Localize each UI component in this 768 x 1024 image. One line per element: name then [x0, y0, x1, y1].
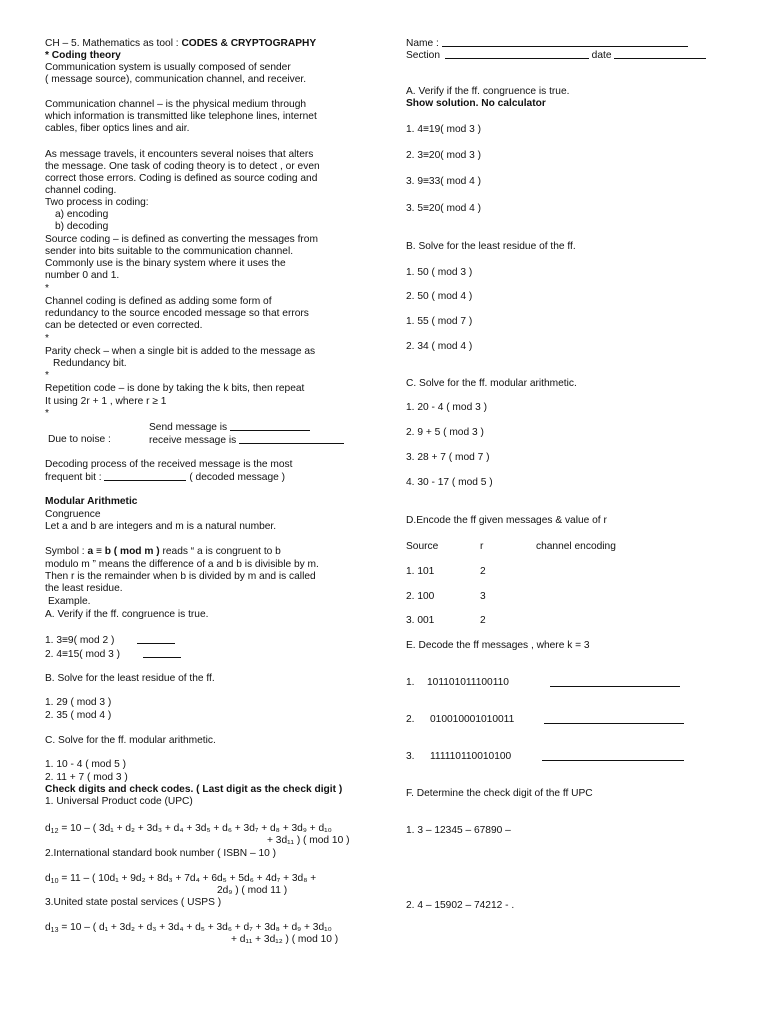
part-e-heading: E. Decode the ff messages , where k = 3: [406, 640, 590, 651]
part-d-r: 3: [480, 591, 486, 602]
part-c-item: 1. 20 - 4 ( mod 3 ): [406, 402, 487, 413]
section-field[interactable]: [445, 49, 589, 59]
example-label: Example.: [48, 596, 91, 607]
channel-coding-line: redundancy to the source encoded message so that errors: [45, 308, 309, 319]
modular-heading: Modular Arithmetic: [45, 496, 138, 507]
name-field[interactable]: [442, 37, 688, 47]
part-f-heading: F. Determine the check digit of the ff UPC: [406, 788, 593, 799]
part-b-item: 1. 50 ( mod 3 ): [406, 267, 473, 278]
noise-line: correct those errors. Coding is defined as source coding and: [45, 173, 318, 184]
part-d-source: 3. 001: [406, 615, 435, 626]
date-field[interactable]: [614, 49, 706, 59]
send-message-line: Send message is: [149, 421, 310, 434]
part-e-number: 2.: [406, 714, 415, 725]
repetition-line: Repetition code – is done by taking the k bits, then repeat: [45, 383, 305, 394]
part-e-answer-line: [550, 677, 680, 690]
part-f-item: 1. 3 – 12345 – 67890 –: [406, 825, 511, 836]
example-c-heading: C. Solve for the ff. modular arithmetic.: [45, 735, 216, 746]
example-b-item: 2. 35 ( mod 4 ): [45, 710, 112, 721]
two-process-line: Two process in coding:: [45, 197, 149, 208]
part-d-col-r: r: [480, 541, 484, 552]
parity-line: Parity check – when a single bit is added to the message as: [45, 346, 316, 357]
part-b-item: 1. 55 ( mod 7 ): [406, 316, 473, 327]
intro-line: Communication system is usually composed of sender: [45, 62, 291, 73]
part-e-answer-line: [542, 751, 684, 764]
noise-line: the message. One task of coding theory is to detect , or even: [45, 161, 320, 172]
part-a-item: 3. 9≡33( mod 4 ): [406, 176, 482, 187]
separator-star: *: [45, 370, 49, 381]
part-f-item: 2. 4 – 15902 – 74212 - .: [406, 900, 515, 911]
example-c-item: 2. 11 + 7 ( mod 3 ): [45, 772, 128, 783]
separator-star: *: [45, 283, 49, 294]
isbn-formula: $d_{10} = 11$ – ( 10d₁ + 9d₂ + 8d₃ + 7d₄ + 6d₅ + 5d₆ + 4d₇ + 3d₈ +: [45, 873, 317, 885]
symbol-line: Symbol : a ≡ b ( mod m ) reads “ a is congruent to b: [45, 546, 281, 557]
send-message-blank[interactable]: [230, 421, 310, 431]
upc-heading: 1. Universal Product code (UPC): [45, 796, 193, 807]
part-c-item: 3. 28 + 7 ( mod 7 ): [406, 452, 490, 463]
check-digit-heading: Check digits and check codes. ( Last digit as the check digit ): [45, 784, 343, 795]
modulo-line: modulo m ” means the difference of a and b is divisible by m.: [45, 559, 319, 570]
channel-line: which information is transmitted like telephone lines, internet: [45, 111, 317, 122]
part-c-heading: C. Solve for the ff. modular arithmetic.: [406, 378, 577, 389]
part-d-col-source: Source: [406, 541, 439, 552]
usps-formula: $d_{13} = 10$ – ( d₁ + 3d₂ + d₃ + 3d₄ + d₅ + 3d₆ + d₇ + 3d₈ + d₉ + 3d₁₀: [45, 922, 332, 934]
usps-heading: 3.United state postal services ( USPS ): [45, 897, 222, 908]
worksheet-title: CH – 5. Mathematics as tool : CODES & CRYPTOGRAPHY: [45, 38, 317, 49]
part-e-message: 111110110010100: [430, 751, 512, 762]
example-b-heading: B. Solve for the least residue of the ff.: [45, 673, 215, 684]
example-a-item: 2. 4≡15( mod 3 ): [45, 648, 181, 661]
name-field-line: Name :: [406, 37, 688, 50]
part-c-item: 2. 9 + 5 ( mod 3 ): [406, 427, 484, 438]
parity-line: Redundancy bit.: [53, 358, 127, 369]
separator-star: *: [45, 408, 49, 419]
channel-coding-line: Channel coding is defined as adding some form of: [45, 296, 272, 307]
part-c-item: 4. 30 - 17 ( mod 5 ): [406, 477, 493, 488]
noise-line: As message travels, it encounters several noises that alters: [45, 149, 314, 160]
part-a-item: 1. 4≡19( mod 3 ): [406, 124, 482, 135]
upc-formula-continued: + 3d₁₁ ) ( mod 10 ): [267, 835, 350, 846]
answer-blank[interactable]: [550, 677, 680, 687]
part-d-r: 2: [480, 566, 486, 577]
part-b-heading: B. Solve for the least residue of the ff.: [406, 241, 576, 252]
part-e-number: 1.: [406, 677, 415, 688]
part-a-subheading: Show solution. No calculator: [406, 98, 546, 109]
part-b-item: 2. 50 ( mod 4 ): [406, 291, 473, 302]
section-date-line: Section date: [406, 49, 706, 62]
usps-formula-continued: + d₁₁ + 3d₁₂ ) ( mod 10 ): [231, 934, 339, 945]
part-d-source: 2. 100: [406, 591, 435, 602]
part-b-item: 2. 34 ( mod 4 ): [406, 341, 473, 352]
answer-blank[interactable]: [137, 634, 175, 644]
due-to-noise-label: Due to noise :: [48, 434, 111, 445]
modulo-line: the least residue.: [45, 583, 123, 594]
source-line: Source coding – is defined as converting the messages from: [45, 234, 318, 245]
process-item: a) encoding: [55, 209, 109, 220]
isbn-heading: 2.International standard book number ( ISBN – 10 ): [45, 848, 277, 859]
noise-line: channel coding.: [45, 185, 117, 196]
part-e-message: 101101011100110: [427, 677, 509, 688]
let-ab-line: Let a and b are integers and m is a natural number.: [45, 521, 277, 532]
part-e-answer-line: [544, 714, 684, 727]
receive-message-blank[interactable]: [239, 434, 344, 444]
part-d-heading: D.Encode the ff given messages & value of r: [406, 515, 607, 526]
example-a-heading: A. Verify if the ff. congruence is true.: [45, 609, 209, 620]
coding-theory-heading: * Coding theory: [45, 50, 121, 61]
source-line: Commonly use is the binary system where it uses the: [45, 258, 286, 269]
part-e-message: 010010001010011: [430, 714, 515, 725]
intro-line: ( message source), communication channel, and receiver.: [45, 74, 307, 85]
repetition-line: It using 2r + 1 , where r ≥ 1: [45, 396, 167, 407]
source-line: sender into bits suitable to the communication channel.: [45, 246, 294, 257]
part-d-col-channel: channel encoding: [536, 541, 616, 552]
modulo-line: Then r is the remainder when b is divided by m and is called: [45, 571, 316, 582]
decoding-line: frequent bit : ( decoded message ): [45, 472, 286, 483]
source-line: number 0 and 1.: [45, 270, 120, 281]
channel-line: Communication channel – is the physical medium through: [45, 99, 307, 110]
part-e-number: 3.: [406, 751, 415, 762]
answer-blank[interactable]: [143, 648, 181, 658]
answer-blank[interactable]: [542, 751, 684, 761]
channel-line: cables, fiber optics lines and air.: [45, 123, 190, 134]
receive-message-line: receive message is: [149, 434, 344, 447]
part-d-source: 1. 101: [406, 566, 435, 577]
part-d-r: 2: [480, 615, 486, 626]
decoding-line: Decoding process of the received message is the most: [45, 459, 293, 470]
part-a-heading: A. Verify if the ff. congruence is true.: [406, 86, 570, 97]
example-b-item: 1. 29 ( mod 3 ): [45, 697, 112, 708]
answer-blank[interactable]: [544, 714, 684, 724]
channel-coding-line: can be detected or even corrected.: [45, 320, 203, 331]
example-c-item: 1. 10 - 4 ( mod 5 ): [45, 759, 126, 770]
part-a-item: 3. 5≡20( mod 4 ): [406, 203, 482, 214]
process-item: b) decoding: [55, 221, 109, 232]
separator-star: *: [45, 333, 49, 344]
example-a-item: 1. 3≡9( mod 2 ): [45, 634, 175, 647]
upc-formula: $d_{12} = 10$ – ( 3d₁ + d₂ + 3d₃ + d₄ + 3d₅ + d₆ + 3d₇ + d₈ + 3d₉ + d₁₀: [45, 823, 332, 835]
isbn-formula-continued: 2d₉ ) ( mod 11 ): [217, 885, 288, 896]
part-a-item: 2. 3≡20( mod 3 ): [406, 150, 482, 161]
congruence-label: Congruence: [45, 509, 101, 520]
decoded-bit-blank[interactable]: [104, 471, 186, 481]
